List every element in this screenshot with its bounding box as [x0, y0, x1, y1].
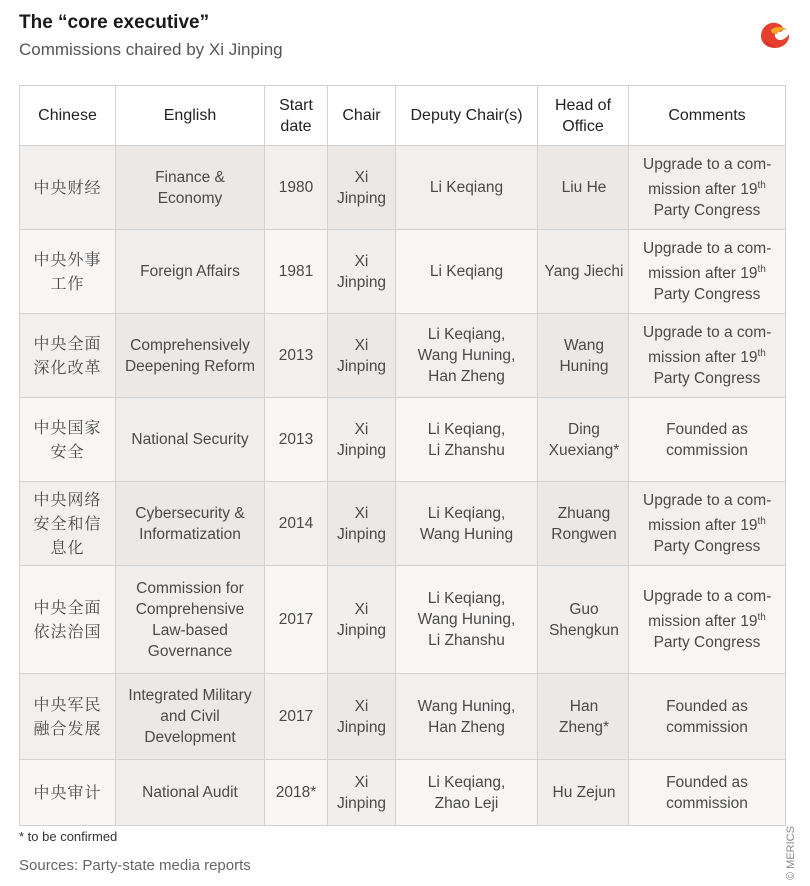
cell-line: Start	[279, 96, 313, 114]
cell-line: Informatization	[139, 525, 241, 543]
cell-line: Wang Huning,	[417, 347, 516, 364]
cell-english	[116, 398, 265, 482]
cell-head-of-office	[538, 146, 629, 230]
cell-text	[34, 416, 102, 464]
cell-text	[399, 503, 534, 545]
cell-line: Comments	[668, 107, 746, 124]
cell-line: Law-based	[152, 621, 228, 639]
cell-text	[399, 696, 534, 738]
cell-head-of-office	[538, 230, 629, 314]
cell-line: Foreign Affairs	[140, 263, 240, 280]
cell-head-of-office	[538, 398, 629, 482]
cell-line: mission after 19th	[648, 347, 766, 367]
cell-text	[541, 335, 627, 377]
cell-text	[643, 419, 771, 461]
cell-line: Zhuang	[557, 504, 611, 522]
cell-line: 依法治国	[33, 621, 102, 641]
cell-text	[541, 503, 627, 545]
cell-text	[399, 177, 534, 198]
cell-line: date	[280, 117, 312, 135]
cell-line: Jinping	[336, 718, 387, 736]
column-header-start-date	[265, 86, 328, 146]
cell-line: Zhao Leji	[434, 794, 499, 812]
cell-text	[120, 578, 260, 662]
cell-line: Guo	[569, 600, 599, 618]
footnote: * to be confirmed	[19, 829, 118, 844]
cell-text	[268, 261, 324, 282]
cell-line: Jinping	[336, 441, 387, 459]
cell-line: Li Keqiang,	[427, 420, 506, 438]
cell-line: Chinese	[38, 107, 97, 124]
cell-deputy-chairs	[396, 674, 538, 760]
cell-chair	[328, 482, 396, 566]
cell-text	[120, 503, 260, 545]
cell-start-date	[265, 760, 328, 826]
cell-chair	[328, 566, 396, 674]
cell-head-of-office	[538, 566, 629, 674]
cell-text	[331, 503, 392, 545]
cell-line: Ding	[568, 420, 600, 438]
table-row	[20, 398, 786, 482]
cell-comments	[629, 482, 786, 566]
cell-chinese	[20, 566, 116, 674]
cell-line: Upgrade to a com-	[643, 323, 772, 341]
cell-text	[541, 177, 627, 198]
page-title: The “core executive”	[19, 12, 210, 33]
cell-line: Li Keqiang,	[427, 326, 506, 343]
cell-chair	[328, 230, 396, 314]
cell-comments	[629, 146, 786, 230]
cell-line: 工作	[50, 273, 85, 293]
cell-line: 中央国家	[33, 417, 102, 437]
cell-text	[34, 693, 102, 741]
cell-chair	[328, 314, 396, 398]
table-row	[20, 482, 786, 566]
cell-text	[541, 782, 627, 803]
cell-text	[331, 167, 392, 209]
cell-line: 2017	[278, 708, 314, 725]
cell-line: Cybersecurity &	[135, 504, 245, 522]
cell-line: Han	[569, 697, 599, 715]
cell-chinese	[20, 398, 116, 482]
table-row	[20, 314, 786, 398]
cell-text	[120, 782, 260, 803]
merics-logo-icon	[757, 16, 793, 50]
cell-line: mission after 19th	[648, 263, 766, 283]
cell-text	[643, 772, 771, 814]
cell-line: 息化	[50, 537, 85, 557]
cell-text	[331, 251, 392, 293]
cell-english	[116, 674, 265, 760]
cell-line: Jinping	[336, 273, 387, 291]
cell-line: Head of	[554, 96, 612, 114]
cell-line: Xi	[354, 420, 369, 438]
cell-line: National Security	[131, 431, 249, 448]
cell-comments	[629, 760, 786, 826]
cell-line: Party Congress	[653, 370, 761, 388]
cell-text	[643, 696, 771, 738]
cell-text	[120, 167, 260, 209]
cell-line: Hu Zejun	[552, 784, 616, 801]
cell-line: Li Zhanshu	[428, 632, 505, 649]
cell-line: Jinping	[336, 189, 387, 207]
cell-line: Party Congress	[653, 634, 761, 652]
cell-deputy-chairs	[396, 146, 538, 230]
cell-text	[541, 261, 627, 282]
cell-line: Integrated Military	[128, 687, 252, 704]
cell-line: Upgrade to a com-	[643, 491, 772, 509]
cell-line: Zheng*	[559, 718, 609, 736]
cell-start-date	[265, 674, 328, 760]
cell-line: Xi	[354, 504, 369, 522]
table-row	[20, 760, 786, 826]
cell-line: Founded as	[666, 773, 748, 791]
cell-line: 2017	[278, 611, 314, 628]
cell-line: Li Keqiang,	[427, 773, 506, 791]
cell-text	[34, 488, 102, 560]
cell-english	[116, 146, 265, 230]
cell-line: Rongwen	[551, 525, 617, 543]
cell-deputy-chairs	[396, 230, 538, 314]
cell-deputy-chairs	[396, 314, 538, 398]
cell-line: Comprehensive	[135, 600, 245, 618]
cell-text	[34, 781, 102, 805]
cell-text	[268, 177, 324, 198]
cell-text	[120, 335, 260, 377]
cell-start-date	[265, 146, 328, 230]
cell-text	[643, 490, 771, 557]
cell-line: Upgrade to a com-	[643, 155, 772, 173]
cell-chinese	[20, 482, 116, 566]
cell-english	[116, 760, 265, 826]
cell-line: Wang Huning,	[417, 611, 516, 628]
cell-line: Han Zheng	[428, 368, 505, 385]
cell-line: Xi	[354, 773, 369, 791]
cell-chair	[328, 146, 396, 230]
cell-line: Party Congress	[653, 538, 761, 556]
cell-english	[116, 566, 265, 674]
cell-text	[399, 105, 534, 126]
cell-line: Li Keqiang	[429, 263, 504, 280]
cell-line: Xi	[354, 600, 369, 618]
cell-line: mission after 19th	[648, 515, 766, 535]
cell-start-date	[265, 398, 328, 482]
cell-text	[268, 345, 324, 366]
copyright-credit: © MERICS	[785, 826, 797, 880]
cell-text	[120, 261, 260, 282]
cell-line: Li Zhanshu	[428, 441, 505, 459]
cell-line: commission	[666, 441, 748, 459]
table-header-row	[20, 86, 786, 146]
cell-chair	[328, 674, 396, 760]
cell-head-of-office	[538, 760, 629, 826]
cell-line: 融合发展	[33, 718, 102, 738]
table-row	[20, 146, 786, 230]
cell-text	[632, 105, 782, 126]
cell-line: Huning	[559, 357, 609, 375]
column-header-deputy-chairs	[396, 86, 538, 146]
cell-comments	[629, 398, 786, 482]
cell-chinese	[20, 760, 116, 826]
cell-start-date	[265, 230, 328, 314]
cell-line: Office	[562, 117, 604, 135]
cell-text	[643, 586, 771, 653]
cell-line: Wang Huning,	[417, 697, 516, 715]
cell-text	[399, 588, 534, 651]
table-row	[20, 230, 786, 314]
cell-line: Comprehensively	[130, 336, 250, 354]
cell-text	[331, 335, 392, 377]
cell-start-date	[265, 482, 328, 566]
table-body	[20, 146, 786, 826]
cell-line: Han Zheng	[428, 718, 505, 736]
cell-line: National Audit	[142, 784, 238, 801]
cell-text	[268, 609, 324, 630]
cell-deputy-chairs	[396, 482, 538, 566]
cell-comments	[629, 674, 786, 760]
cell-text	[643, 238, 771, 305]
cell-chinese	[20, 674, 116, 760]
cell-line: Party Congress	[653, 286, 761, 304]
cell-text	[268, 782, 324, 803]
cell-text	[34, 248, 102, 296]
cell-text	[331, 696, 392, 738]
cell-line: Xi	[354, 697, 369, 715]
cell-line: Li Keqiang	[429, 179, 504, 196]
cell-text	[541, 419, 627, 461]
cell-line: Upgrade to a com-	[643, 239, 772, 257]
cell-line: Founded as	[666, 697, 748, 715]
cell-line: 中央军民	[33, 694, 102, 714]
cell-line: Governance	[147, 642, 233, 660]
sources-note: Sources: Party-state media reports	[19, 857, 251, 874]
cell-line: 2018*	[275, 784, 317, 801]
cell-line: 2013	[278, 347, 314, 364]
cell-line: 1980	[278, 179, 314, 196]
cell-start-date	[265, 314, 328, 398]
cell-line: Shengkun	[549, 621, 619, 639]
cell-head-of-office	[538, 314, 629, 398]
cell-line: Jinping	[336, 525, 387, 543]
cell-text	[34, 596, 102, 644]
cell-start-date	[265, 566, 328, 674]
cell-text	[23, 105, 112, 126]
cell-chair	[328, 398, 396, 482]
cell-head-of-office	[538, 674, 629, 760]
cell-line: 中央财经	[33, 177, 102, 197]
cell-text	[399, 324, 534, 387]
cell-line: Yang Jiechi	[544, 263, 624, 280]
cell-text	[120, 429, 260, 450]
cell-line: 2013	[278, 431, 314, 448]
cell-line: Li Keqiang,	[427, 504, 506, 522]
column-header-comments	[629, 86, 786, 146]
cell-line: 中央网络	[33, 489, 102, 509]
table-row	[20, 566, 786, 674]
cell-line: and Civil	[160, 708, 220, 725]
cell-line: 中央全面	[33, 597, 102, 617]
cell-line: Jinping	[336, 794, 387, 812]
cell-comments	[629, 314, 786, 398]
cell-text	[268, 513, 324, 534]
table-row	[20, 674, 786, 760]
cell-text	[34, 332, 102, 380]
cell-line: 中央外事	[33, 249, 102, 269]
cell-text	[120, 685, 260, 748]
cell-chinese	[20, 146, 116, 230]
cell-line: 安全	[50, 441, 85, 461]
cell-comments	[629, 230, 786, 314]
cell-text	[643, 154, 771, 221]
cell-line: mission after 19th	[648, 179, 766, 199]
cell-line: Xuexiang*	[548, 441, 620, 459]
cell-line: Deepening Reform	[124, 357, 256, 375]
cell-line: Jinping	[336, 357, 387, 375]
cell-head-of-office	[538, 482, 629, 566]
cell-chinese	[20, 230, 116, 314]
cell-text	[331, 772, 392, 814]
cell-line: 中央审计	[33, 782, 102, 802]
cell-text	[331, 105, 392, 126]
commissions-table	[19, 85, 786, 826]
cell-text	[643, 322, 771, 389]
cell-text	[541, 696, 627, 738]
cell-line: 安全和信	[33, 513, 102, 533]
cell-deputy-chairs	[396, 760, 538, 826]
cell-line: Xi	[354, 336, 369, 354]
cell-text	[541, 95, 625, 137]
cell-text	[541, 599, 627, 641]
cell-text	[268, 95, 324, 137]
cell-text	[399, 419, 534, 461]
column-header-chinese	[20, 86, 116, 146]
cell-line: Economy	[157, 189, 223, 207]
cell-text	[268, 429, 324, 450]
cell-line: Xi	[354, 252, 369, 270]
cell-line: mission after 19th	[648, 611, 766, 631]
cell-line: commission	[666, 794, 748, 812]
cell-line: Jinping	[336, 621, 387, 639]
cell-line: Wang Huning	[419, 525, 514, 543]
cell-text	[34, 176, 102, 200]
cell-line: Party Congress	[653, 202, 761, 220]
cell-deputy-chairs	[396, 398, 538, 482]
cell-text	[268, 706, 324, 727]
cell-comments	[629, 566, 786, 674]
cell-line: Deputy Chair(s)	[410, 107, 523, 124]
column-header-head-of-office	[538, 86, 629, 146]
cell-line: 中央全面	[33, 333, 102, 353]
cell-english	[116, 230, 265, 314]
cell-chair	[328, 760, 396, 826]
cell-line: 2014	[278, 515, 314, 532]
cell-text	[331, 419, 392, 461]
cell-line: Xi	[354, 168, 369, 186]
cell-line: Founded as	[666, 420, 748, 438]
cell-line: Liu He	[561, 179, 607, 196]
cell-text	[399, 772, 534, 814]
cell-line: Finance &	[155, 168, 225, 186]
cell-line: 深化改革	[33, 357, 102, 377]
cell-line: Li Keqiang,	[427, 590, 506, 607]
cell-line: commission	[666, 718, 748, 736]
column-header-chair	[328, 86, 396, 146]
cell-english	[116, 482, 265, 566]
cell-line: 1981	[278, 263, 314, 280]
cell-line: Chair	[342, 107, 381, 124]
cell-line: Upgrade to a com-	[643, 587, 772, 605]
cell-text	[119, 105, 261, 126]
cell-line: English	[163, 107, 217, 124]
cell-text	[331, 599, 392, 641]
cell-text	[399, 261, 534, 282]
cell-line: Development	[144, 729, 236, 746]
cell-deputy-chairs	[396, 566, 538, 674]
cell-line: Wang	[564, 336, 604, 354]
cell-chinese	[20, 314, 116, 398]
cell-line: Commission for	[136, 579, 244, 597]
column-header-english	[116, 86, 265, 146]
cell-english	[116, 314, 265, 398]
page-subtitle: Commissions chaired by Xi Jinping	[19, 40, 283, 59]
